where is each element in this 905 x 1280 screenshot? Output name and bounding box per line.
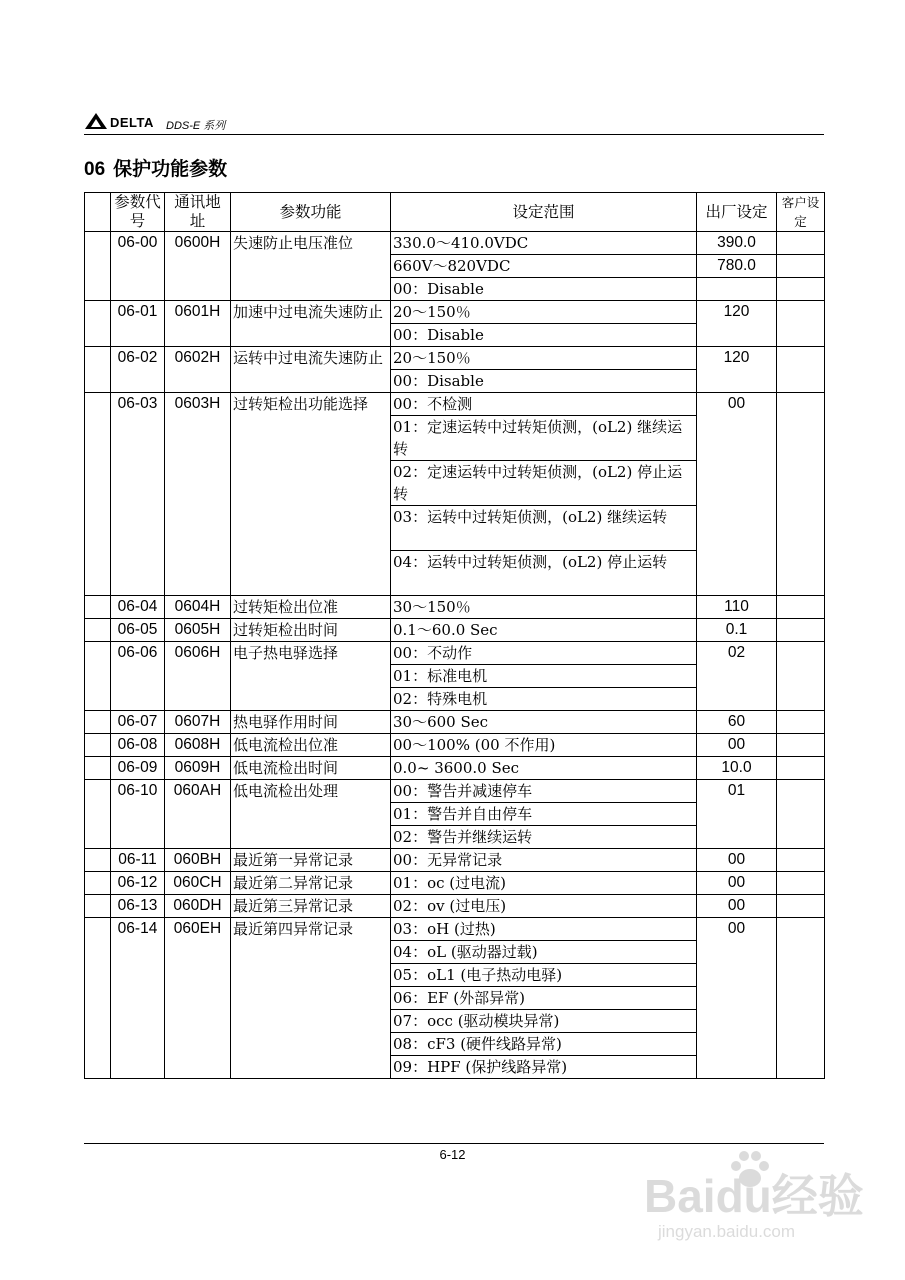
param-code: 06-09 xyxy=(111,757,165,780)
range-option: 01：警告并自由停车 xyxy=(391,803,697,826)
col-header-func: 参数功能 xyxy=(231,193,391,232)
param-code: 06-03 xyxy=(111,393,165,596)
blank-cell xyxy=(85,301,111,347)
param-address: 060AH xyxy=(165,780,231,849)
factory-default: 00 xyxy=(697,734,777,757)
param-function: 加速中过电流失速防止 xyxy=(231,301,391,347)
table-row xyxy=(85,849,825,872)
header-divider xyxy=(84,134,824,135)
customer-setting xyxy=(777,642,825,711)
param-function: 最近第三异常记录 xyxy=(231,895,391,918)
brand-name: DELTA xyxy=(110,115,154,130)
blank-cell xyxy=(85,347,111,393)
range-option: 30～600 Sec xyxy=(391,711,697,734)
param-address: 0607H xyxy=(165,711,231,734)
param-code: 06-01 xyxy=(111,301,165,347)
param-address: 060BH xyxy=(165,849,231,872)
table-row xyxy=(85,711,825,734)
table-row xyxy=(85,872,825,895)
range-option: 00～100% (00 不作用) xyxy=(391,734,697,757)
series-label: DDS-E 系列 xyxy=(166,120,226,132)
col-header-default: 出厂设定 xyxy=(697,193,777,232)
table-row xyxy=(85,347,825,370)
customer-setting xyxy=(777,619,825,642)
col-header-addr: 通讯地址 xyxy=(165,193,231,232)
customer-setting xyxy=(777,301,825,347)
range-option: 02：定速运转中过转矩侦测，(oL2) 停止运转 xyxy=(391,461,697,506)
range-option: 00：Disable xyxy=(391,278,697,301)
range-option: 30～150％ xyxy=(391,596,697,619)
customer-setting xyxy=(777,596,825,619)
blank-cell xyxy=(85,619,111,642)
param-address: 0605H xyxy=(165,619,231,642)
param-address: 0606H xyxy=(165,642,231,711)
range-option: 07：occ (驱动模块异常) xyxy=(391,1010,697,1033)
factory-default: 120 xyxy=(697,347,777,393)
table-row xyxy=(85,393,825,416)
param-code: 06-12 xyxy=(111,872,165,895)
range-option: 0.1～60.0 Sec xyxy=(391,619,697,642)
range-option: 04：运转中过转矩侦测，(oL2) 停止运转 xyxy=(391,551,697,596)
param-function: 过转矩检出功能选择 xyxy=(231,393,391,596)
blank-cell xyxy=(85,711,111,734)
factory-default: 00 xyxy=(697,393,777,596)
customer-setting xyxy=(777,711,825,734)
range-option: 00：不检测 xyxy=(391,393,697,416)
blank-cell xyxy=(85,757,111,780)
table-header-row xyxy=(85,193,825,232)
range-option: 08：cF3 (硬件线路异常) xyxy=(391,1033,697,1056)
range-option: 02：ov (过电压) xyxy=(391,895,697,918)
blank-cell xyxy=(85,849,111,872)
watermark-brand: Baidu经验 xyxy=(644,1170,864,1222)
page-number: 6-12 xyxy=(439,1147,466,1162)
delta-logo-icon xyxy=(84,112,108,130)
blank-cell xyxy=(85,596,111,619)
param-address: 0609H xyxy=(165,757,231,780)
customer-setting xyxy=(777,895,825,918)
factory-default: 780.0 xyxy=(697,255,777,278)
customer-setting xyxy=(777,780,825,849)
param-address: 0602H xyxy=(165,347,231,393)
factory-default: 00 xyxy=(697,895,777,918)
footer-divider xyxy=(84,1143,824,1144)
table-row xyxy=(85,642,825,665)
param-code: 06-13 xyxy=(111,895,165,918)
factory-default: 120 xyxy=(697,301,777,347)
col-header-range: 设定范围 xyxy=(391,193,697,232)
blank-cell xyxy=(85,780,111,849)
param-address: 0608H xyxy=(165,734,231,757)
param-code: 06-08 xyxy=(111,734,165,757)
range-option: 01：标准电机 xyxy=(391,665,697,688)
range-option: 20～150％ xyxy=(391,347,697,370)
range-option: 06：EF (外部异常) xyxy=(391,987,697,1010)
param-code: 06-02 xyxy=(111,347,165,393)
factory-default: 110 xyxy=(697,596,777,619)
blank-cell xyxy=(85,642,111,711)
customer-setting xyxy=(777,278,825,301)
param-function: 电子热电驿选择 xyxy=(231,642,391,711)
range-option: 00：不动作 xyxy=(391,642,697,665)
range-option: 00：警告并减速停车 xyxy=(391,780,697,803)
table-row xyxy=(85,596,825,619)
table-row xyxy=(85,232,825,255)
range-option: 09：HPF (保护线路异常) xyxy=(391,1056,697,1079)
factory-default: 02 xyxy=(697,642,777,711)
table-row xyxy=(85,895,825,918)
param-function: 失速防止电压准位 xyxy=(231,232,391,301)
range-option: 330.0～410.0VDC xyxy=(391,232,697,255)
param-address: 0601H xyxy=(165,301,231,347)
range-option: 01：定速运转中过转矩侦测，(oL2) 继续运转 xyxy=(391,416,697,461)
param-code: 06-10 xyxy=(111,780,165,849)
range-option: 20～150％ xyxy=(391,301,697,324)
blank-cell xyxy=(85,734,111,757)
range-option: 660V～820VDC xyxy=(391,255,697,278)
customer-setting xyxy=(777,393,825,596)
param-address: 060DH xyxy=(165,895,231,918)
param-address: 060EH xyxy=(165,918,231,1079)
range-option: 02：特殊电机 xyxy=(391,688,697,711)
param-function: 最近第二异常记录 xyxy=(231,872,391,895)
param-code: 06-14 xyxy=(111,918,165,1079)
param-code: 06-06 xyxy=(111,642,165,711)
range-option: 02：警告并继续运转 xyxy=(391,826,697,849)
customer-setting xyxy=(777,849,825,872)
range-option: 05：oL1 (电子热动电驿) xyxy=(391,964,697,987)
param-address: 0603H xyxy=(165,393,231,596)
table-row xyxy=(85,757,825,780)
customer-setting xyxy=(777,734,825,757)
col-header-code: 参数代号 xyxy=(111,193,165,232)
factory-default: 10.0 xyxy=(697,757,777,780)
watermark-url: jingyan.baidu.com xyxy=(658,1222,796,1241)
watermark xyxy=(640,1150,880,1260)
table-row xyxy=(85,734,825,757)
param-function: 过转矩检出位准 xyxy=(231,596,391,619)
section-title xyxy=(84,154,227,181)
table-row xyxy=(85,780,825,803)
blank-cell xyxy=(85,895,111,918)
param-code: 06-04 xyxy=(111,596,165,619)
range-option: 03：oH (过热) xyxy=(391,918,697,941)
blank-cell xyxy=(85,872,111,895)
customer-setting xyxy=(777,872,825,895)
param-function: 运转中过电流失速防止 xyxy=(231,347,391,393)
table-row xyxy=(85,918,825,941)
factory-default: 01 xyxy=(697,780,777,849)
blank-header xyxy=(85,193,111,232)
param-function: 过转矩检出时间 xyxy=(231,619,391,642)
range-option: 00：Disable xyxy=(391,370,697,393)
param-function: 最近第四异常记录 xyxy=(231,918,391,1079)
col-header-customer: 客户设定 xyxy=(777,193,825,232)
range-option: 0.0~ 3600.0 Sec xyxy=(391,757,697,780)
factory-default: 00 xyxy=(697,849,777,872)
factory-default: 60 xyxy=(697,711,777,734)
param-code: 06-05 xyxy=(111,619,165,642)
section-title-text: 保护功能参数 xyxy=(113,158,228,180)
blank-cell xyxy=(85,393,111,596)
factory-default: 00 xyxy=(697,872,777,895)
param-function: 低电流检出时间 xyxy=(231,757,391,780)
customer-setting xyxy=(777,255,825,278)
factory-default: 00 xyxy=(697,918,777,1079)
blank-cell xyxy=(85,918,111,1079)
page-header xyxy=(84,106,824,136)
factory-default xyxy=(697,278,777,301)
range-option: 03：运转中过转矩侦测，(oL2) 继续运转 xyxy=(391,506,697,551)
factory-default: 390.0 xyxy=(697,232,777,255)
param-code: 06-11 xyxy=(111,849,165,872)
range-option: 00：无异常记录 xyxy=(391,849,697,872)
customer-setting xyxy=(777,347,825,393)
range-option: 01：oc (过电流) xyxy=(391,872,697,895)
blank-cell xyxy=(85,232,111,301)
param-address: 0600H xyxy=(165,232,231,301)
param-address: 0604H xyxy=(165,596,231,619)
param-function: 热电驿作用时间 xyxy=(231,711,391,734)
factory-default: 0.1 xyxy=(697,619,777,642)
customer-setting xyxy=(777,232,825,255)
param-function: 低电流检出处理 xyxy=(231,780,391,849)
param-function: 低电流检出位准 xyxy=(231,734,391,757)
table-row xyxy=(85,301,825,324)
range-option: 00：Disable xyxy=(391,324,697,347)
customer-setting xyxy=(777,757,825,780)
section-number: 06 xyxy=(84,159,106,180)
param-function: 最近第一异常记录 xyxy=(231,849,391,872)
table-row xyxy=(85,619,825,642)
param-code: 06-00 xyxy=(111,232,165,301)
param-code: 06-07 xyxy=(111,711,165,734)
param-address: 060CH xyxy=(165,872,231,895)
parameter-table xyxy=(84,192,825,1079)
customer-setting xyxy=(777,918,825,1079)
range-option: 04：oL (驱动器过载) xyxy=(391,941,697,964)
